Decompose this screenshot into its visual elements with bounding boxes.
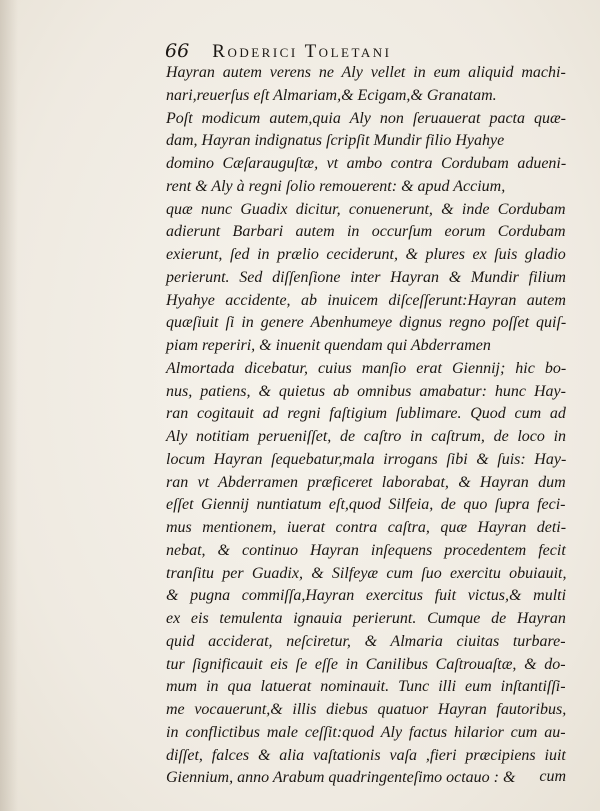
text-line: eſſet Giennij nuntiatum eſt,quod Silfeia, de quo ſupra feci- — [166, 496, 566, 514]
text-line: Hyahye accidente, ab inuicem diſceſſerunt:Hayran autem — [166, 291, 566, 309]
text-line: quæ nunc Guadix dicitur, conuenerunt, & inde Cordubam — [166, 200, 566, 218]
text-line: quid acciderat, neſciretur, & Almaria ciuitas turbare- — [166, 632, 566, 650]
text-line: rent & Aly à regni ſolio remouerent: & apud Accium, — [166, 177, 506, 195]
text-line: mum in qua latuerat nominauit. Tunc illi eum inſtantiſſi- — [166, 678, 566, 696]
text-line: locum Hayran ſequebatur,mala irrogans ſibi & ſuis: Hay- — [166, 450, 567, 468]
text-line: & pugna commiſſa,Hayran exercitus fuit victus,& multi — [166, 587, 567, 605]
text-line: Giennium, anno Arabum quadringenteſimo octauo : & — [166, 769, 516, 787]
text-line: tranſitu per Guadix, & Silfeyæ cum ſuo exercitu obuiauit, — [166, 564, 567, 582]
text-line: Hayran autem verens ne Aly vellet in eum aliquid machi- — [166, 64, 566, 81]
body-text — [166, 62, 566, 790]
text-line: Almortada dicebatur, cuius manſio erat Giennij; hic bo- — [166, 359, 567, 377]
text-line: mus mentionem, iuerat contra caſtra, quæ Hayran deti- — [166, 519, 567, 536]
text-line: me vocauerunt,& illis diebus quatuor Hayran fautoribus, — [166, 701, 567, 718]
text-line: Aly notitiam perueniſſet, de caſtro in caſtrum, de loco in — [166, 428, 567, 445]
text-line: piam reperiri, & inuenit quendam qui Abderramen — [166, 337, 491, 354]
text-line: nus, patiens, & quietus ab omnibus amabatur: hunc Hay- — [166, 382, 566, 400]
text-line: adierunt Barbari autem in occurſum eorum Cordubam — [166, 223, 566, 241]
text-line: nari,reuerſus eſt Almariam,& Ecigam,& Granatam. — [166, 86, 497, 104]
text-line: ex eis temulenta ignauia perierunt. Cumque de Hayran — [166, 610, 566, 627]
page-number: 66 — [165, 40, 190, 62]
text-line: ran vt Abderramen præficeret laborabat, & Hayran dum — [166, 473, 566, 491]
text-line: nebat, & continuo Hayran inſequens procedentem fecit — [166, 541, 566, 559]
spine-shadow — [0, 0, 18, 811]
catchword: cum — [539, 768, 566, 785]
text-line: domino Cæſarauguſtæ, vt ambo contra Cordubam adueni- — [166, 155, 567, 172]
text-line: quæſiuit ſi in genere Abenhumeye dignus regno poſſet quiſ- — [166, 314, 567, 332]
text-line: ran cogitauit ad regni faſtigium ſublimare. Quod cum ad — [166, 405, 566, 423]
text-line: exierunt, ſed in prælio ceciderunt, & plures ex ſuis gladio — [166, 246, 566, 263]
catchword-row — [166, 766, 566, 788]
text-line: in conflictibus male ceſſit:quod Aly factus hilarior cum au- — [166, 723, 566, 741]
text-line: perierunt. Sed diſſenſione inter Hayran & Mundir filium — [166, 268, 566, 286]
running-title: Roderici Toletani — [212, 41, 392, 62]
text-line: tur ſignificauit eis ſe eſſe in Canilibus Caſtrouaſtæ, & do- — [166, 655, 566, 673]
text-line: Poſt modicum autem,quia Aly non ſeruauerat pacta quæ- — [166, 109, 566, 127]
text-line: diſſet, falces & alia vaſtationis vaſa ,fieri præcipiens iuit — [166, 746, 566, 764]
text-line: dam, Hayran indignatus ſcripſit Mundir filio Hyahye — [166, 132, 505, 150]
